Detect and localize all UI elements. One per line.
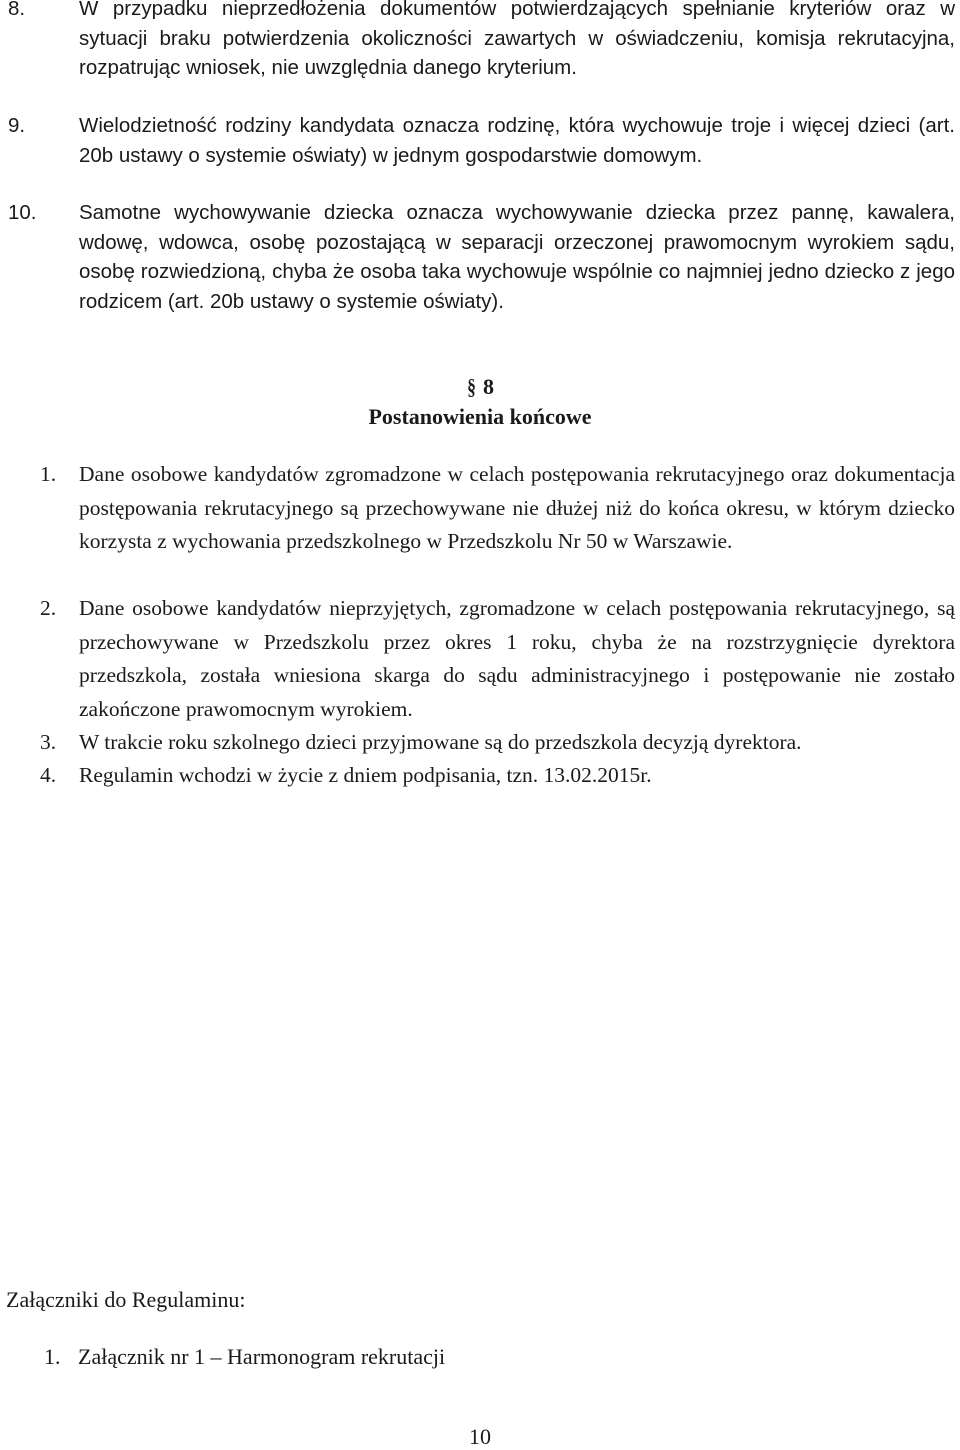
attachments-heading: Załączniki do Regulaminu:: [6, 1287, 246, 1312]
section-title: Postanowienia końcowe: [368, 404, 592, 429]
item-text: Dane osobowe kandydatów zgromadzone w celach postępowania rekrutacyjnego oraz dokumentacja postępowania rekrutacyjnego są przechowywane nie dłużej niż do końca okresu, w którym dziecko korzysta z wychowania przedszkolnego w Przedszkolu Nr 50 w Warszawie.: [79, 462, 955, 553]
item-number: 3.: [40, 730, 57, 754]
page-number: 10: [469, 1424, 491, 1449]
item-number: 4.: [40, 763, 57, 787]
attachment-number: 1.: [44, 1344, 61, 1369]
item-text: Samotne wychowywanie dziecka oznacza wychowywanie dziecka przez pannę, kawalera, wdowę, wdowca, osobę pozostającą w separacji orzeczonej prawomocnym wyrokiem sądu, osobę rozwiedzioną, chyba że osoba taka wychowuje wspólnie co najmniej jedno dziecko z jego rodzicem (art. 20b ustawy o systemie oświaty).: [79, 201, 955, 313]
section-heading: [0, 374, 960, 400]
item-number: 2.: [40, 596, 57, 620]
section-symbol: §: [467, 374, 476, 399]
item-text: W trakcie roku szkolnego dzieci przyjmowane są do przedszkola decyzją dyrektora.: [79, 730, 802, 754]
item-text: Wielodzietność rodziny kandydata oznacza rodzinę, która wychowuje troje i więcej dzieci (art. 20b ustawy o systemie oświaty) w jednym gospodarstwie domowym.: [79, 114, 955, 167]
item-text: W przypadku nieprzedłożenia dokumentów potwierdzających spełnianie kryteriów oraz w sytuacji braku potwierdzenia okoliczności zawartych w oświadczeniu, komisja rekrutacyjna, rozpatrując wniosek, nie uwzględnia danego kryterium.: [79, 0, 955, 79]
item-text: Dane osobowe kandydatów nieprzyjętych, zgromadzone w celach postępowania rekrutacyjnego, są przechowywane w Przedszkolu przez okres 1 roku, chyba że na rozstrzygnięcie dyrektora przedszkola, została wniesiona skarga do sądu administracyjnego i postępowanie nie zostało zakończone prawomocnym wyrokiem.: [79, 596, 955, 721]
attachment-item: [44, 1344, 445, 1370]
item-text: Regulamin wchodzi w życie z dniem podpisania, tzn. 13.02.2015r.: [79, 763, 652, 787]
item-number: 10.: [8, 201, 37, 224]
section-number: 8: [483, 374, 494, 399]
item-number: 9.: [8, 114, 26, 137]
item-number: 1.: [40, 462, 57, 486]
item-number: 8.: [8, 0, 26, 20]
attachment-text: Załącznik nr 1 – Harmonogram rekrutacji: [78, 1344, 446, 1369]
